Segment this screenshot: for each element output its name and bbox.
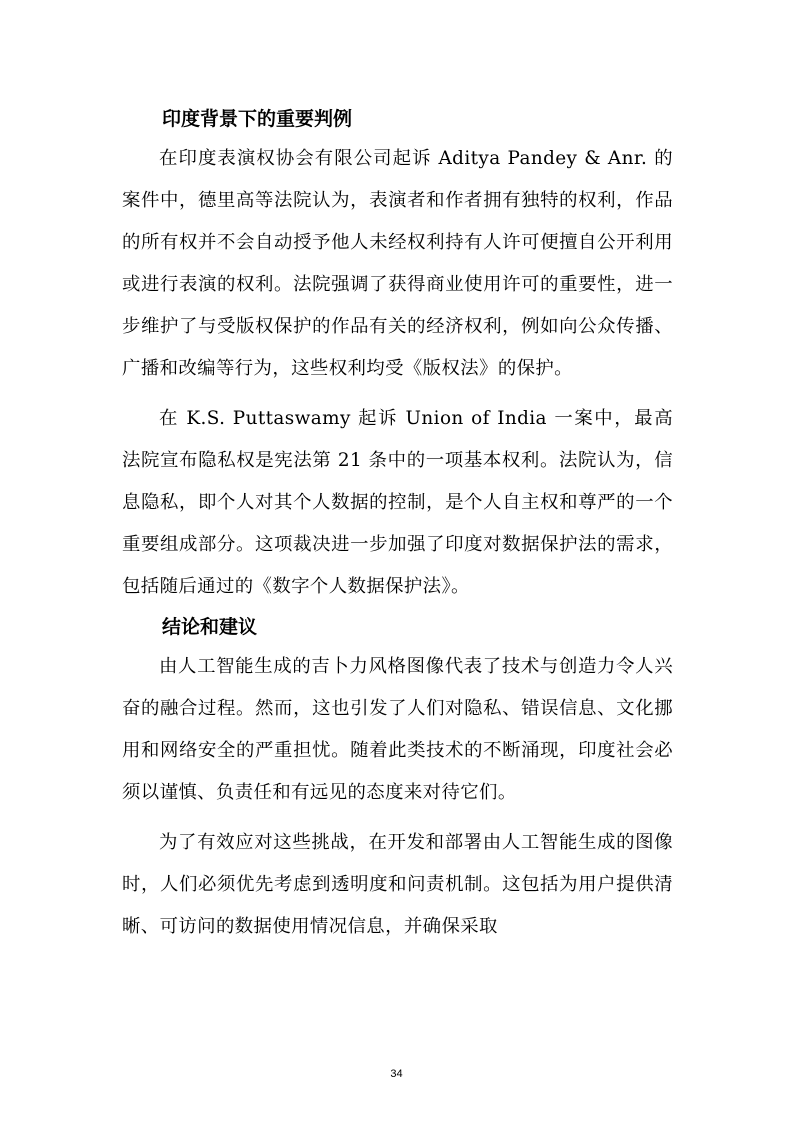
section-heading-conclusions: 结论和建议 [162, 616, 258, 638]
paragraph-puttaswamy-case: 在 K.S. Puttaswamy 起诉 Union of India 一案中，最高法院宣布隐私权是宪法第 21 条中的一项基本权利。法院认为，信息隐私，即个人对其个人数据的控制，是个人自主权和尊严的一个重要组成部分。这项裁决进一步加强了印度对数据保护法的需求，包括随后通过的《数字个人数据保护法》。 [122, 408, 673, 597]
section-heading-precedents: 印度背景下的重要判例 [162, 108, 353, 130]
page-body [122, 100, 673, 948]
page-number: 34 [390, 1068, 403, 1080]
paragraph-ghibli-ai-concerns: 由人工智能生成的吉卜力风格图像代表了技术与创造力令人兴奋的融合过程。然而，这也引发了人们对隐私、错误信息、文化挪用和网络安全的严重担忧。随着此类技术的不断涌现，印度社会必须以谨慎、负责任和有远见的态度来对待它们。 [122, 656, 673, 803]
paragraph-ipra-case: 在印度表演权协会有限公司起诉 Aditya Pandey & Anr. 的案件中，德里高等法院认为，表演者和作者拥有独特的权利，作品的所有权并不会自动授予他人未经权利持有人许可便擅自公开利用或进行表演的权利。法院强调了获得商业使用许可的重要性，进一步维护了与受版权保护的作品有关的经济权利，例如向公众传播、广播和改编等行为，这些权利均受《版权法》的保护。 [122, 148, 673, 379]
paragraph-transparency-recommendation: 为了有效应对这些挑战，在开发和部署由人工智能生成的图像时，人们必须优先考虑到透明度和问责机制。这包括为用户提供清晰、可访问的数据使用情况信息，并确保采取 [122, 832, 673, 937]
